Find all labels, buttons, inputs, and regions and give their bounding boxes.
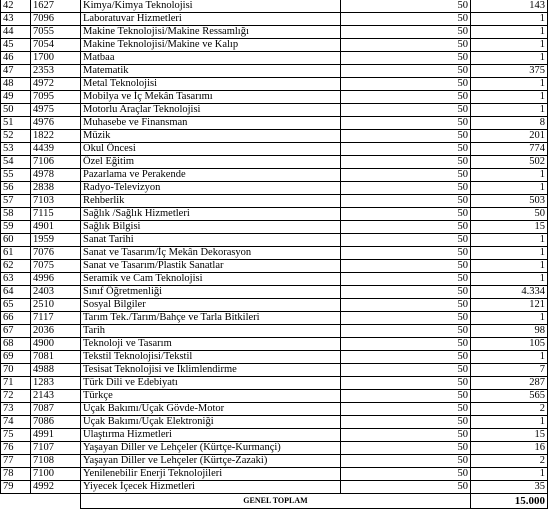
table-row [1, 130, 548, 143]
field-name: Okul Öncesi [81, 143, 341, 156]
field-code: 7075 [31, 260, 81, 273]
field-code: 4996 [31, 273, 81, 286]
field-name: Sınıf Öğretmenliği [81, 286, 341, 299]
quota-value: 50 [341, 455, 471, 468]
table-row [1, 78, 548, 91]
table-row [1, 338, 548, 351]
count-value: 1 [471, 468, 548, 481]
row-index: 62 [1, 260, 31, 273]
field-code: 1700 [31, 52, 81, 65]
quota-value: 50 [341, 312, 471, 325]
quota-value: 50 [341, 442, 471, 455]
quota-value: 50 [341, 156, 471, 169]
table-row [1, 481, 548, 494]
field-code: 7086 [31, 416, 81, 429]
field-name: Uçak Bakımı/Uçak Gövde-Motor [81, 403, 341, 416]
field-name: Pazarlama ve Perakende [81, 169, 341, 182]
quota-value: 50 [341, 39, 471, 52]
field-name: Uçak Bakımı/Uçak Elektroniği [81, 416, 341, 429]
field-code: 4976 [31, 117, 81, 130]
row-index: 69 [1, 351, 31, 364]
field-code: 7096 [31, 13, 81, 26]
count-value: 4.334 [471, 286, 548, 299]
field-code: 2403 [31, 286, 81, 299]
quota-value: 50 [341, 429, 471, 442]
field-code: 1959 [31, 234, 81, 247]
table-row [1, 26, 548, 39]
table-row [1, 377, 548, 390]
count-value: 15 [471, 429, 548, 442]
field-name: Tekstil Teknolojisi/Tekstil [81, 351, 341, 364]
count-value: 143 [471, 0, 548, 13]
quota-value: 50 [341, 273, 471, 286]
quota-value: 50 [341, 0, 471, 13]
table-row [1, 312, 548, 325]
count-value: 1 [471, 26, 548, 39]
row-index: 46 [1, 52, 31, 65]
table-row [1, 13, 548, 26]
row-index: 76 [1, 442, 31, 455]
count-value: 15 [471, 221, 548, 234]
count-value: 1 [471, 39, 548, 52]
quota-value: 50 [341, 208, 471, 221]
field-code: 7107 [31, 442, 81, 455]
table-row [1, 104, 548, 117]
table-row [1, 39, 548, 52]
field-name: Sanat Tarihi [81, 234, 341, 247]
quota-value: 50 [341, 325, 471, 338]
field-code: 4975 [31, 104, 81, 117]
row-index: 61 [1, 247, 31, 260]
total-spacer [1, 494, 81, 509]
quota-value: 50 [341, 78, 471, 91]
field-code: 2510 [31, 299, 81, 312]
field-code: 1283 [31, 377, 81, 390]
row-index: 51 [1, 117, 31, 130]
field-code: 4988 [31, 364, 81, 377]
count-value: 1 [471, 260, 548, 273]
quota-value: 50 [341, 403, 471, 416]
row-index: 57 [1, 195, 31, 208]
table-row [1, 208, 548, 221]
row-index: 45 [1, 39, 31, 52]
row-index: 54 [1, 156, 31, 169]
count-value: 8 [471, 117, 548, 130]
count-value: 375 [471, 65, 548, 78]
field-name: Muhasebe ve Finansman [81, 117, 341, 130]
table-row [1, 143, 548, 156]
table-body [1, 0, 548, 509]
row-index: 79 [1, 481, 31, 494]
table-row [1, 156, 548, 169]
quota-value: 50 [341, 195, 471, 208]
quota-value: 50 [341, 299, 471, 312]
field-code: 7117 [31, 312, 81, 325]
field-name: Mobilya ve İç Mekân Tasarımı [81, 91, 341, 104]
quota-value: 50 [341, 221, 471, 234]
row-index: 53 [1, 143, 31, 156]
field-name: Türkçe [81, 390, 341, 403]
count-value: 1 [471, 247, 548, 260]
row-index: 72 [1, 390, 31, 403]
row-index: 47 [1, 65, 31, 78]
field-code: 1822 [31, 130, 81, 143]
field-code: 7076 [31, 247, 81, 260]
count-value: 1 [471, 91, 548, 104]
table-row [1, 247, 548, 260]
total-value: 15.000 [471, 494, 548, 509]
quota-value: 50 [341, 390, 471, 403]
field-name: Sağlık Bilgisi [81, 221, 341, 234]
row-index: 48 [1, 78, 31, 91]
field-name: Sanat ve Tasarım/İç Mekân Dekorasyon [81, 247, 341, 260]
count-value: 16 [471, 442, 548, 455]
field-name: Sosyal Bilgiler [81, 299, 341, 312]
count-value: 502 [471, 156, 548, 169]
quota-value: 50 [341, 351, 471, 364]
field-code: 2353 [31, 65, 81, 78]
quota-value: 50 [341, 234, 471, 247]
count-value: 7 [471, 364, 548, 377]
count-value: 1 [471, 416, 548, 429]
row-index: 44 [1, 26, 31, 39]
row-index: 43 [1, 13, 31, 26]
quota-value: 50 [341, 104, 471, 117]
quota-value: 50 [341, 52, 471, 65]
field-name: Matbaa [81, 52, 341, 65]
count-value: 2 [471, 455, 548, 468]
field-name: Yaşayan Diller ve Lehçeler (Kürtçe-Kurmançi) [81, 442, 341, 455]
field-name: Türk Dili ve Edebiyatı [81, 377, 341, 390]
table-row [1, 234, 548, 247]
field-name: Teknoloji ve Tasarım [81, 338, 341, 351]
quota-value: 50 [341, 468, 471, 481]
table-row [1, 91, 548, 104]
count-value: 287 [471, 377, 548, 390]
field-code: 7103 [31, 195, 81, 208]
field-code: 4978 [31, 169, 81, 182]
count-value: 1 [471, 169, 548, 182]
count-value: 1 [471, 273, 548, 286]
field-name: Metal Teknolojisi [81, 78, 341, 91]
count-value: 1 [471, 351, 548, 364]
field-code: 4900 [31, 338, 81, 351]
field-code: 4972 [31, 78, 81, 91]
row-index: 68 [1, 338, 31, 351]
table-row [1, 468, 548, 481]
field-name: Makine Teknolojisi/Makine Ressamlığı [81, 26, 341, 39]
count-value: 121 [471, 299, 548, 312]
field-code: 4991 [31, 429, 81, 442]
total-row [1, 494, 548, 509]
field-code: 7087 [31, 403, 81, 416]
row-index: 67 [1, 325, 31, 338]
count-value: 50 [471, 208, 548, 221]
row-index: 78 [1, 468, 31, 481]
field-name: Laboratuvar Hizmetleri [81, 13, 341, 26]
row-index: 50 [1, 104, 31, 117]
field-code: 2036 [31, 325, 81, 338]
quota-value: 50 [341, 169, 471, 182]
field-name: Matematik [81, 65, 341, 78]
table-row [1, 52, 548, 65]
field-name: Yenilenebilir Enerji Teknolojileri [81, 468, 341, 481]
field-code: 7108 [31, 455, 81, 468]
count-value: 1 [471, 312, 548, 325]
row-index: 74 [1, 416, 31, 429]
quota-value: 50 [341, 117, 471, 130]
count-value: 201 [471, 130, 548, 143]
quota-value: 50 [341, 65, 471, 78]
field-name: Tesisat Teknolojisi ve İklimlendirme [81, 364, 341, 377]
row-index: 60 [1, 234, 31, 247]
field-code: 4992 [31, 481, 81, 494]
quota-value: 50 [341, 416, 471, 429]
quota-value: 50 [341, 130, 471, 143]
count-value: 774 [471, 143, 548, 156]
quota-value: 50 [341, 286, 471, 299]
row-index: 73 [1, 403, 31, 416]
field-code: 2838 [31, 182, 81, 195]
row-index: 75 [1, 429, 31, 442]
table-row [1, 442, 548, 455]
count-value: 35 [471, 481, 548, 494]
field-name: Tarım Tek./Tarım/Bahçe ve Tarla Bitkileri [81, 312, 341, 325]
quota-value: 50 [341, 26, 471, 39]
quota-value: 50 [341, 338, 471, 351]
count-value: 98 [471, 325, 548, 338]
quota-value: 50 [341, 13, 471, 26]
quota-value: 50 [341, 481, 471, 494]
field-name: Sağlık /Sağlık Hizmetleri [81, 208, 341, 221]
row-index: 58 [1, 208, 31, 221]
field-code: 7100 [31, 468, 81, 481]
row-index: 64 [1, 286, 31, 299]
quota-value: 50 [341, 377, 471, 390]
row-index: 66 [1, 312, 31, 325]
row-index: 42 [1, 0, 31, 13]
table-row [1, 0, 548, 13]
field-name: Seramik ve Cam Teknolojisi [81, 273, 341, 286]
quota-value: 50 [341, 247, 471, 260]
quota-value: 50 [341, 143, 471, 156]
field-name: Tarih [81, 325, 341, 338]
row-index: 52 [1, 130, 31, 143]
table-row [1, 364, 548, 377]
table-row [1, 195, 548, 208]
row-index: 77 [1, 455, 31, 468]
total-label: GENEL TOPLAM [81, 494, 471, 509]
table-row [1, 455, 548, 468]
table-row [1, 182, 548, 195]
field-code: 7081 [31, 351, 81, 364]
row-index: 70 [1, 364, 31, 377]
field-code: 7055 [31, 26, 81, 39]
field-name: Yaşayan Diller ve Lehçeler (Kürtçe-Zazaki) [81, 455, 341, 468]
field-code: 2143 [31, 390, 81, 403]
field-code: 7054 [31, 39, 81, 52]
quota-value: 50 [341, 91, 471, 104]
table-row [1, 273, 548, 286]
count-value: 1 [471, 104, 548, 117]
row-index: 59 [1, 221, 31, 234]
table-row [1, 221, 548, 234]
table-row [1, 390, 548, 403]
field-name: Kimya/Kimya Teknolojisi [81, 0, 341, 13]
quota-value: 50 [341, 182, 471, 195]
count-value: 1 [471, 234, 548, 247]
row-index: 71 [1, 377, 31, 390]
table-row [1, 299, 548, 312]
field-code: 7106 [31, 156, 81, 169]
field-name: Sanat ve Tasarım/Plastik Sanatlar [81, 260, 341, 273]
count-value: 1 [471, 13, 548, 26]
table-row [1, 117, 548, 130]
table-row [1, 65, 548, 78]
field-name: Makine Teknolojisi/Makine ve Kalıp [81, 39, 341, 52]
field-code: 7115 [31, 208, 81, 221]
quota-value: 50 [341, 364, 471, 377]
count-value: 2 [471, 403, 548, 416]
field-code: 7095 [31, 91, 81, 104]
row-index: 56 [1, 182, 31, 195]
count-value: 1 [471, 182, 548, 195]
table-row [1, 325, 548, 338]
row-index: 55 [1, 169, 31, 182]
table-row [1, 351, 548, 364]
field-name: Radyo-Televizyon [81, 182, 341, 195]
count-value: 503 [471, 195, 548, 208]
row-index: 63 [1, 273, 31, 286]
table-row [1, 260, 548, 273]
table-row [1, 403, 548, 416]
field-name: Yiyecek İçecek Hizmetleri [81, 481, 341, 494]
field-name: Motorlu Araçlar Teknolojisi [81, 104, 341, 117]
field-code: 4901 [31, 221, 81, 234]
field-name: Ulaştırma Hizmetleri [81, 429, 341, 442]
count-value: 1 [471, 78, 548, 91]
table-row [1, 169, 548, 182]
count-value: 105 [471, 338, 548, 351]
field-code: 1627 [31, 0, 81, 13]
count-value: 1 [471, 52, 548, 65]
field-code: 4439 [31, 143, 81, 156]
row-index: 49 [1, 91, 31, 104]
row-index: 65 [1, 299, 31, 312]
count-value: 565 [471, 390, 548, 403]
field-name: Müzik [81, 130, 341, 143]
field-name: Rehberlik [81, 195, 341, 208]
table-row [1, 429, 548, 442]
quota-value: 50 [341, 260, 471, 273]
table-row [1, 416, 548, 429]
table-row [1, 286, 548, 299]
field-name: Özel Eğitim [81, 156, 341, 169]
